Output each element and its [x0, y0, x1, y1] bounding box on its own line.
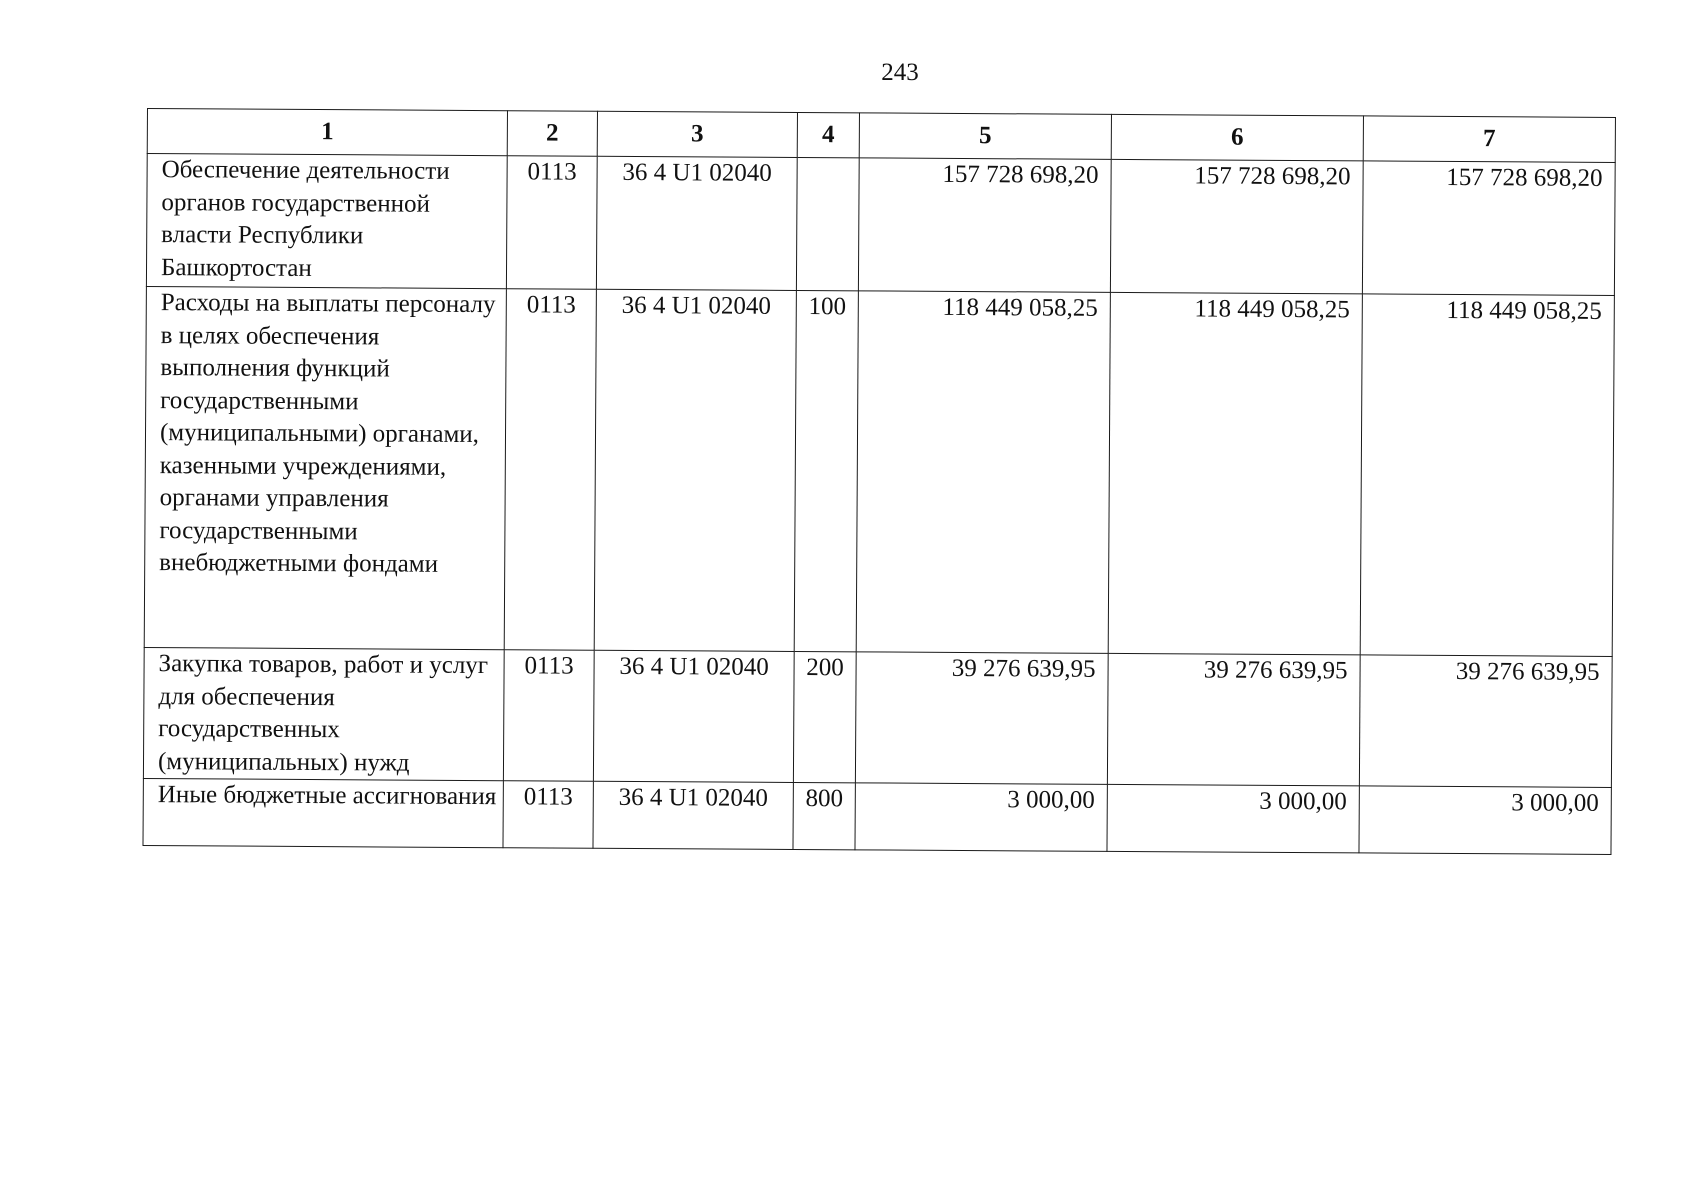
row-amount-7: 157 728 698,20	[1362, 161, 1615, 296]
row-amount-6: 157 728 698,20	[1110, 159, 1363, 294]
row-amount-5: 39 276 639,95	[855, 652, 1108, 785]
row-section: 0113	[504, 289, 596, 651]
budget-table	[142, 108, 1615, 855]
row-amount-5: 118 449 058,25	[856, 291, 1110, 654]
row-expense-type: 100	[794, 290, 858, 651]
table-row	[146, 154, 1615, 296]
table-row	[143, 647, 1612, 787]
header-col-6: 6	[1111, 114, 1363, 161]
row-name: Обеспечение деятельности органов государственной власти Республики Башкортостан	[146, 154, 507, 289]
header-col-7: 7	[1363, 116, 1615, 163]
row-amount-6: 39 276 639,95	[1107, 653, 1360, 786]
row-expense-type	[796, 157, 859, 290]
page-number: 243	[881, 59, 919, 86]
row-expense-type: 200	[793, 651, 856, 782]
table-row	[143, 778, 1611, 854]
header-col-1: 1	[147, 109, 507, 156]
row-amount-7: 39 276 639,95	[1359, 655, 1612, 788]
row-amount-7: 3 000,00	[1359, 786, 1611, 855]
row-amount-6: 118 449 058,25	[1108, 292, 1362, 655]
table-row	[144, 286, 1614, 656]
row-target: 36 4 U1 02040	[593, 650, 794, 782]
row-name: Закупка товаров, работ и услуг для обеспечения государственных (муниципальных) нужд	[143, 647, 504, 780]
row-amount-5: 3 000,00	[855, 783, 1107, 852]
row-target: 36 4 U1 02040	[596, 156, 797, 290]
header-col-5: 5	[859, 113, 1111, 160]
row-amount-5: 157 728 698,20	[858, 158, 1111, 293]
row-section: 0113	[506, 156, 597, 290]
row-name: Расходы на выплаты персоналу в целях обеспечения выполнения функций государственными (муниципальными) органами, казенными учреждениями, органами управления государственными внебюджетными фондами	[144, 286, 506, 649]
header-col-2: 2	[507, 111, 597, 157]
row-name: Иные бюджетные ассигнования	[143, 778, 503, 847]
row-amount-7: 118 449 058,25	[1360, 294, 1614, 657]
row-section: 0113	[503, 781, 593, 849]
header-col-3: 3	[597, 111, 797, 157]
row-section: 0113	[503, 650, 594, 782]
row-amount-6: 3 000,00	[1107, 784, 1359, 853]
header-col-4: 4	[797, 112, 859, 157]
row-target: 36 4 U1 02040	[593, 781, 793, 849]
row-target: 36 4 U1 02040	[594, 289, 796, 651]
row-expense-type: 800	[793, 782, 855, 849]
